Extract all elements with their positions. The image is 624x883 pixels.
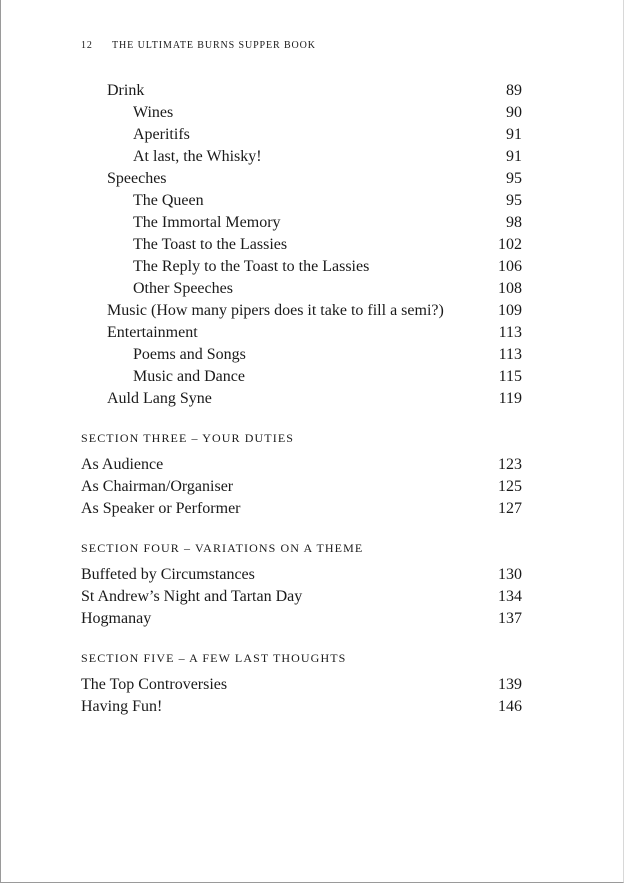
toc-entry-page: 134 bbox=[498, 588, 522, 605]
toc-entry-title: As Chairman/Organiser bbox=[81, 478, 234, 495]
toc-entry-page: 123 bbox=[498, 456, 522, 473]
toc-entry bbox=[81, 280, 522, 302]
toc-entry-page: 109 bbox=[498, 302, 522, 319]
toc-entry-title: Buffeted by Circumstances bbox=[81, 566, 255, 583]
section-five-heading: SECTION FIVE – A FEW LAST THOUGHTS bbox=[81, 651, 347, 665]
toc-entry-title: Auld Lang Syne bbox=[107, 390, 212, 407]
toc-entry bbox=[81, 148, 522, 170]
toc-entry-title: Poems and Songs bbox=[133, 346, 246, 363]
toc-entry bbox=[81, 566, 522, 588]
toc-entry-page: 95 bbox=[506, 170, 522, 187]
toc-entry-page: 98 bbox=[506, 214, 522, 231]
toc-entry-title: Drink bbox=[107, 82, 145, 99]
toc-entry-page: 113 bbox=[498, 324, 522, 341]
book-title: THE ULTIMATE BURNS SUPPER BOOK bbox=[112, 40, 316, 51]
toc-entry bbox=[81, 214, 522, 236]
section-four-heading: SECTION FOUR – VARIATIONS ON A THEME bbox=[81, 541, 364, 555]
toc-entry-title: Entertainment bbox=[107, 324, 198, 341]
toc-entry bbox=[81, 478, 522, 500]
toc-entry-page: 125 bbox=[498, 478, 522, 495]
toc-entry-page: 113 bbox=[498, 346, 522, 363]
toc-entry bbox=[81, 346, 522, 368]
toc-entry bbox=[81, 698, 522, 720]
toc-entry bbox=[81, 324, 522, 346]
toc-entry-title: The Reply to the Toast to the Lassies bbox=[133, 258, 370, 275]
toc-entry bbox=[81, 676, 522, 698]
toc-entry bbox=[81, 192, 522, 214]
toc-entry-page: 90 bbox=[506, 104, 522, 121]
toc-entry-title: Aperitifs bbox=[133, 126, 190, 143]
toc-entry-title: Music (How many pipers does it take to fill a semi?) bbox=[107, 302, 444, 319]
toc-entry bbox=[81, 126, 522, 148]
toc-entry-title: St Andrew’s Night and Tartan Day bbox=[81, 588, 303, 605]
toc-entry-page: 91 bbox=[506, 148, 522, 165]
running-head bbox=[81, 40, 316, 51]
toc-entry bbox=[81, 500, 522, 522]
toc-entry-page: 108 bbox=[498, 280, 522, 297]
toc-entry-title: Hogmanay bbox=[81, 610, 152, 627]
toc-entry-title: The Queen bbox=[133, 192, 204, 209]
toc-entry-page: 106 bbox=[498, 258, 522, 275]
toc-entry bbox=[81, 456, 522, 478]
toc-entry-page: 127 bbox=[498, 500, 522, 517]
toc-entry-page: 137 bbox=[498, 610, 522, 627]
toc-entry bbox=[81, 170, 522, 192]
toc-entry bbox=[81, 610, 522, 632]
toc-entry bbox=[81, 390, 522, 412]
toc-entry-title: As Audience bbox=[81, 456, 164, 473]
toc-entry-page: 89 bbox=[506, 82, 522, 99]
toc-entry-title: At last, the Whisky! bbox=[133, 148, 262, 165]
toc-entry-title: Music and Dance bbox=[133, 368, 245, 385]
toc-entry-page: 130 bbox=[498, 566, 522, 583]
toc-entry-title: As Speaker or Performer bbox=[81, 500, 241, 517]
toc-entry-title: Other Speeches bbox=[133, 280, 233, 297]
toc-entry bbox=[81, 302, 522, 324]
toc-entry-title: The Top Controversies bbox=[81, 676, 228, 693]
toc-entry-page: 91 bbox=[506, 126, 522, 143]
toc-entry-page: 146 bbox=[498, 698, 522, 715]
toc-entry-title: Speeches bbox=[107, 170, 167, 187]
toc-entry-title: The Immortal Memory bbox=[133, 214, 281, 231]
toc-entry-title: Wines bbox=[133, 104, 174, 121]
toc-entry-page: 119 bbox=[498, 390, 522, 407]
toc-entry bbox=[81, 82, 522, 104]
section-three-heading: SECTION THREE – YOUR DUTIES bbox=[81, 431, 295, 445]
table-of-contents bbox=[81, 82, 522, 720]
toc-entry-page: 115 bbox=[498, 368, 522, 385]
toc-entry-page: 102 bbox=[498, 236, 522, 253]
toc-entry bbox=[81, 258, 522, 280]
toc-entry-page: 95 bbox=[506, 192, 522, 209]
toc-entry-page: 139 bbox=[498, 676, 522, 693]
toc-entry bbox=[81, 236, 522, 258]
toc-entry bbox=[81, 104, 522, 126]
toc-entry-title: The Toast to the Lassies bbox=[133, 236, 288, 253]
page-number: 12 bbox=[81, 40, 93, 51]
toc-entry-title: Having Fun! bbox=[81, 698, 163, 715]
toc-entry bbox=[81, 588, 522, 610]
toc-entry bbox=[81, 368, 522, 390]
